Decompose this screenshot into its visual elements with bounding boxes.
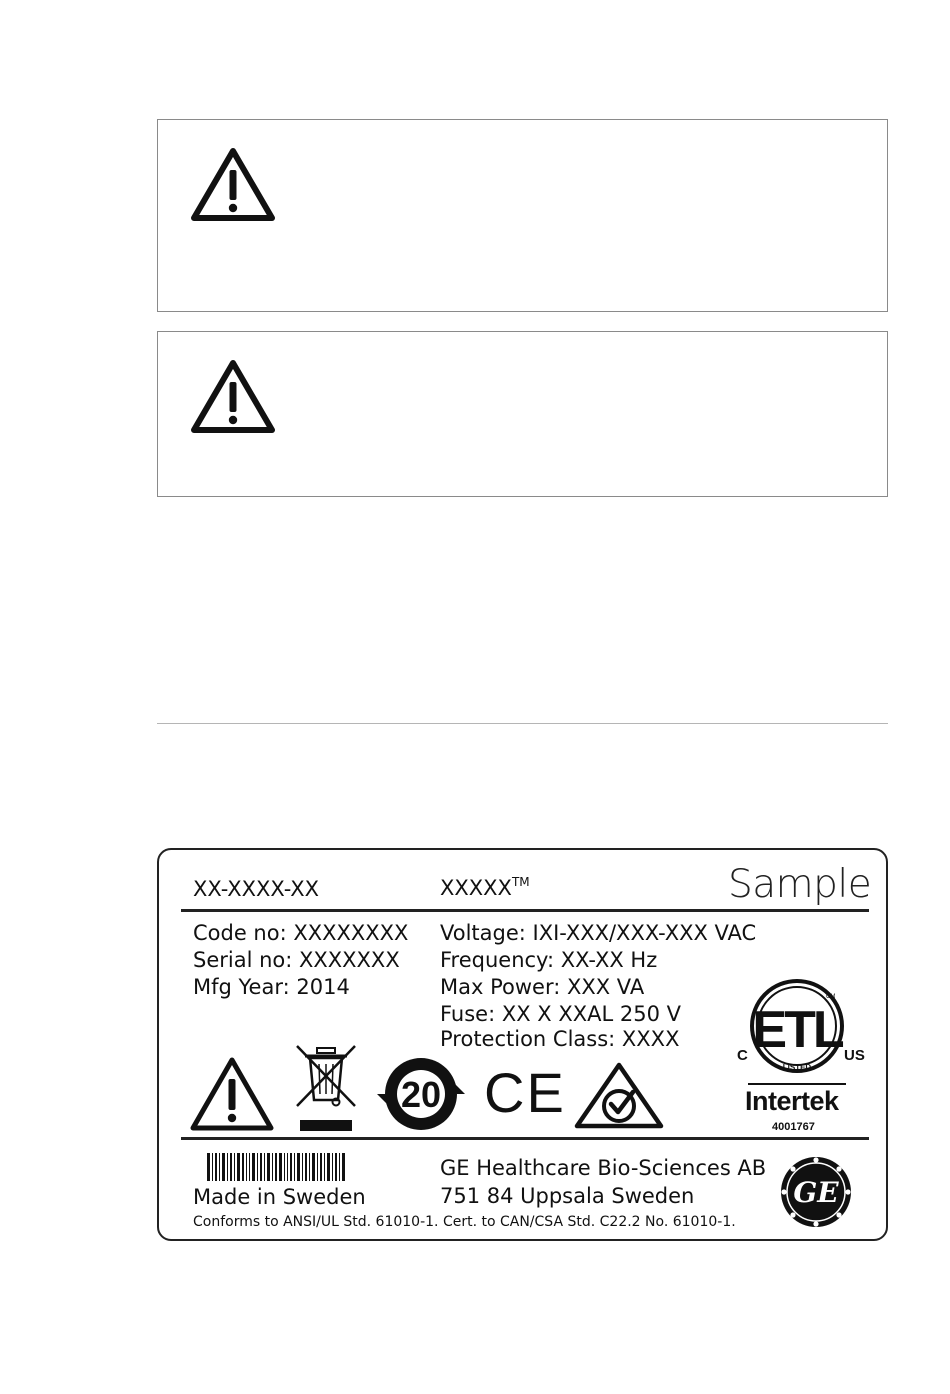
etl-us-text: US xyxy=(844,1047,865,1064)
etl-cm-text: CM xyxy=(826,994,836,1000)
intertek-number: 4001767 xyxy=(772,1121,815,1133)
section-divider xyxy=(157,723,888,724)
max-power-rating: Max Power: XXX VA xyxy=(440,975,645,999)
intertek-name: Intertek xyxy=(745,1086,839,1116)
product-name-text: XXXXX xyxy=(440,876,512,900)
sample-stamp: Sample xyxy=(728,862,872,907)
label-bottom-rule xyxy=(181,1137,869,1140)
warning-box-2 xyxy=(157,331,888,497)
warning-box-1 xyxy=(157,119,888,312)
etl-listed-icon xyxy=(734,978,874,1080)
ge-logo-icon xyxy=(780,1156,852,1228)
product-rating-label xyxy=(157,848,888,1241)
weee-crossed-bin-icon xyxy=(293,1044,359,1134)
ge-logo-text: GE xyxy=(793,1176,839,1209)
label-top-rule xyxy=(181,909,869,912)
etl-c-text: C xyxy=(737,1047,748,1064)
intertek-rule xyxy=(748,1083,846,1085)
rcm-mark-icon xyxy=(573,1060,665,1130)
code-number: Code no: XXXXXXXX xyxy=(193,921,409,945)
manufacturer-name: GE Healthcare Bio-Sciences AB xyxy=(440,1156,767,1180)
warning-triangle-icon xyxy=(189,1055,275,1132)
ce-mark-icon: CE xyxy=(484,1061,566,1124)
serial-number: Serial no: XXXXXXX xyxy=(193,948,400,972)
fuse-rating: Fuse: XX X XXAL 250 V xyxy=(440,1002,681,1026)
epup-years-text: 20 xyxy=(400,1074,442,1115)
trademark-mark: TM xyxy=(511,875,530,889)
frequency-rating: Frequency: XX-XX Hz xyxy=(440,948,658,972)
barcode-icon xyxy=(207,1153,347,1181)
manufacturer-address: 751 84 Uppsala Sweden xyxy=(440,1184,695,1208)
etl-mark-text: ETL xyxy=(752,1001,842,1059)
conformity-statement: Conforms to ANSI/UL Std. 61010-1. Cert. to CAN/CSA Std. C22.2 No. 61010-1. xyxy=(193,1214,736,1230)
voltage-rating: Voltage: IXI-XXX/XXX-XXX VAC xyxy=(440,921,757,945)
mfg-year: Mfg Year: 2014 xyxy=(193,975,350,999)
made-in: Made in Sweden xyxy=(193,1185,366,1209)
product-name xyxy=(440,875,530,900)
etl-listed-text: LISTED xyxy=(782,1063,812,1072)
warning-triangle-icon xyxy=(190,146,276,222)
part-number: XX-XXXX-XX xyxy=(193,877,320,901)
warning-triangle-icon xyxy=(190,358,276,434)
protection-class: Protection Class: XXXX xyxy=(440,1027,680,1051)
epup-20-icon xyxy=(377,1054,465,1134)
